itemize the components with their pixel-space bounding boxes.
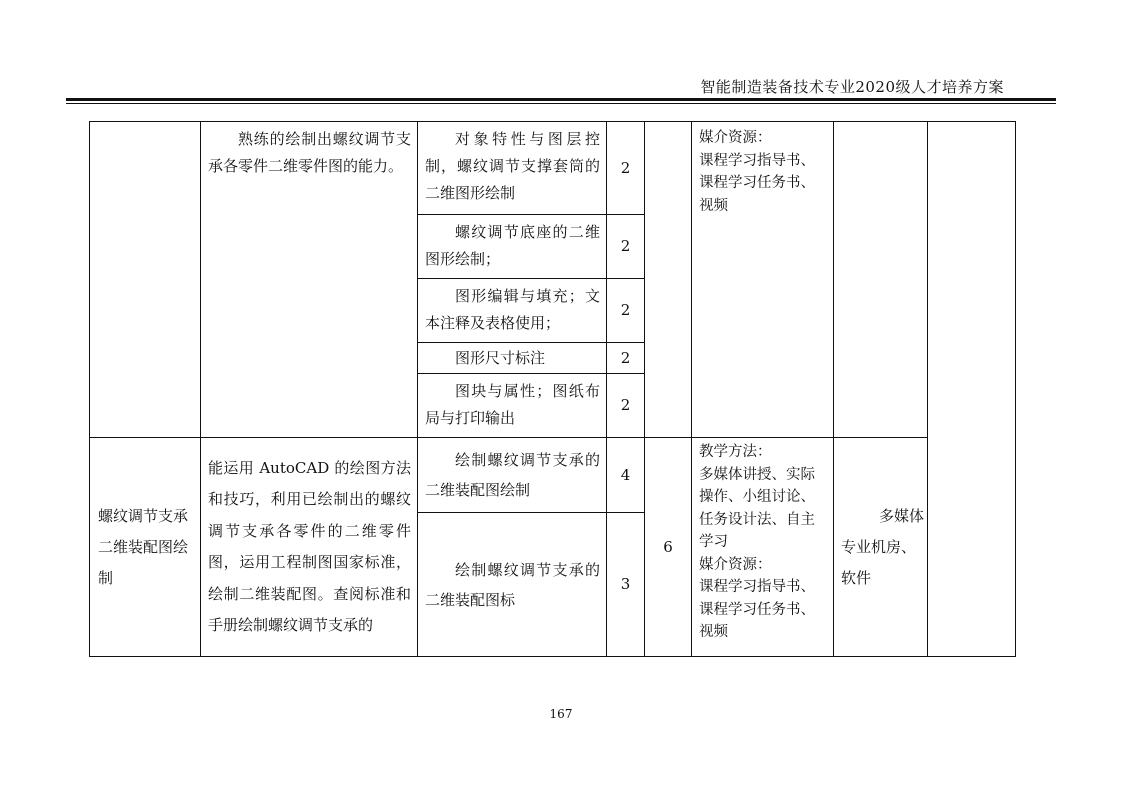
total-hours-cell: 6: [645, 438, 692, 657]
content-text: 图形尺寸标注: [455, 349, 546, 367]
resources-text: [692, 122, 833, 217]
module-cell: [90, 438, 201, 657]
content-text: 图形编辑与填充；文本注释及表格使用；: [425, 287, 600, 332]
objective-text: 能运用 AutoCAD 的绘图方法和技巧，利用已绘制出的螺纹调节支承各零件的二维零件图，运用工程制图国家标准，绘制二维装配图。查阅标准和手册绘制螺纹调节支承的: [208, 458, 411, 634]
content-cell: [418, 374, 607, 438]
document-header-title: 智能制造装备技术专业2020级人才培养方案: [700, 78, 1004, 96]
method-line: 多媒体讲授、实际: [699, 466, 815, 483]
venue-line: 多媒体: [879, 506, 925, 525]
content-cell: [418, 438, 607, 513]
content-text: 绘制螺纹调节支承的二维装配图绘制: [425, 451, 600, 499]
objective-cell: [201, 122, 418, 438]
hours-cell: 2: [607, 122, 645, 215]
methods-cell: [692, 438, 834, 657]
content-text: 图块与属性；图纸布局与打印输出: [425, 382, 600, 427]
resource-line: 视频: [699, 197, 728, 214]
hours-cell: 3: [607, 513, 645, 657]
module-text: 螺纹调节支承二维装配图绘制: [98, 506, 189, 587]
resources-cell: [692, 122, 834, 438]
method-line: 教学方法：: [699, 444, 772, 460]
notes-cell-empty: [928, 122, 1016, 657]
methods-text: [692, 438, 833, 644]
header-rule-thin: [66, 103, 1056, 104]
method-line: 媒介资源：: [699, 556, 772, 573]
venue-line: 软件: [841, 568, 872, 587]
venue-cell-empty: [834, 122, 928, 438]
resource-line: 媒介资源：: [699, 130, 772, 146]
hours-cell: 2: [607, 374, 645, 438]
venue-cell: [834, 438, 928, 657]
content-cell: [418, 122, 607, 215]
method-line: 课程学习指导书、: [699, 579, 815, 595]
curriculum-table: [89, 121, 1016, 657]
content-text: 对象特性与图层控制，螺纹调节支撑套筒的二维图形绘制: [425, 130, 600, 202]
content-cell: [418, 343, 607, 374]
hours-cell: 2: [607, 343, 645, 374]
page-number: 167: [549, 707, 573, 721]
content-text: 绘制螺纹调节支承的二维装配图标: [425, 560, 600, 609]
module-cell-empty: [90, 122, 201, 438]
method-line: 操作、小组讨论、: [699, 489, 815, 505]
content-cell: [418, 215, 607, 279]
objective-text: 熟练的绘制出螺纹调节支承各零件二维零件图的能力。: [208, 130, 411, 175]
venue-text: [834, 501, 927, 594]
venue-line: 专业机房、: [841, 537, 917, 556]
content-cell: [418, 279, 607, 343]
table-row: [90, 438, 1016, 513]
total-hours-cell-empty: [645, 122, 692, 438]
hours-cell: 4: [607, 438, 645, 513]
content-text: 螺纹调节底座的二维图形绘制；: [425, 223, 600, 268]
method-line: 课程学习任务书、: [699, 601, 815, 618]
resource-line: 课程学习任务书、: [699, 175, 815, 191]
table-row: [90, 122, 1016, 215]
header-rule-thick: [66, 98, 1056, 101]
hours-cell: 2: [607, 215, 645, 279]
method-line: 学习: [699, 534, 728, 550]
hours-cell: 2: [607, 279, 645, 343]
method-line: 任务设计法、自主: [699, 511, 815, 528]
resource-line: 课程学习指导书、: [699, 152, 815, 169]
objective-cell: [201, 438, 418, 657]
content-cell: [418, 513, 607, 657]
method-line: 视频: [699, 624, 728, 640]
